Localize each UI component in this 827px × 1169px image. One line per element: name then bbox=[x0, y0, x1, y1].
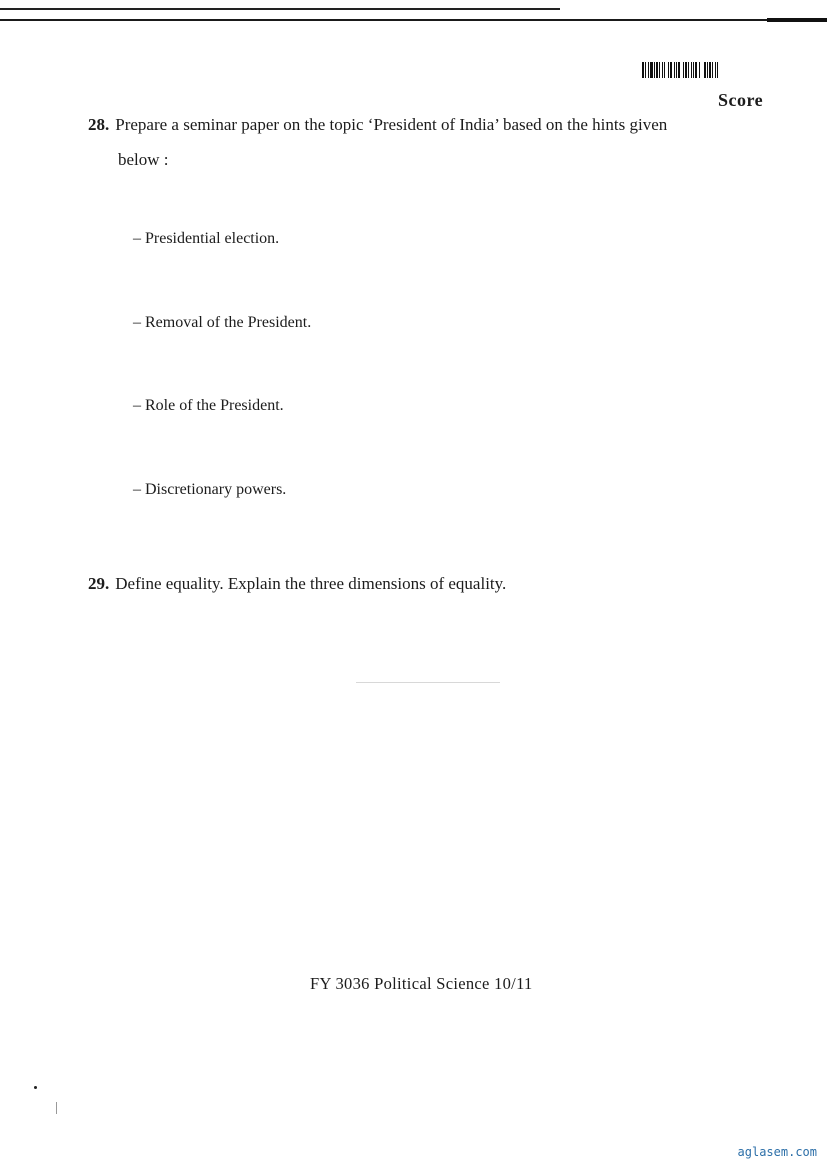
question-number: 29. bbox=[88, 574, 110, 593]
hint-item: – Removal of the President. bbox=[133, 314, 312, 331]
question-text: Define equality. Explain the three dimensions of equality. bbox=[115, 574, 507, 593]
divider bbox=[356, 682, 500, 683]
hint-item: – Discretionary powers. bbox=[133, 481, 287, 498]
top-rule bbox=[0, 19, 827, 21]
question-28 bbox=[88, 114, 667, 136]
question-text: Prepare a seminar paper on the topic ‘President of India’ based on the hints given bbox=[115, 115, 668, 134]
score-label: Score bbox=[718, 90, 764, 110]
barcode-bar bbox=[718, 62, 720, 78]
hint-item: – Presidential election. bbox=[133, 230, 280, 247]
watermark: aglasem.com bbox=[737, 1145, 817, 1159]
question-number: 28. bbox=[88, 115, 110, 134]
question-29 bbox=[88, 573, 506, 595]
hint-item: – Role of the President. bbox=[133, 397, 284, 414]
question-28-continued: below : bbox=[118, 150, 169, 169]
scan-speck bbox=[34, 1086, 37, 1089]
barcode bbox=[642, 62, 768, 78]
top-rule-short bbox=[0, 8, 560, 10]
page-footer: FY 3036 Political Science 10/11 bbox=[310, 974, 533, 993]
scan-mark bbox=[56, 1102, 57, 1114]
